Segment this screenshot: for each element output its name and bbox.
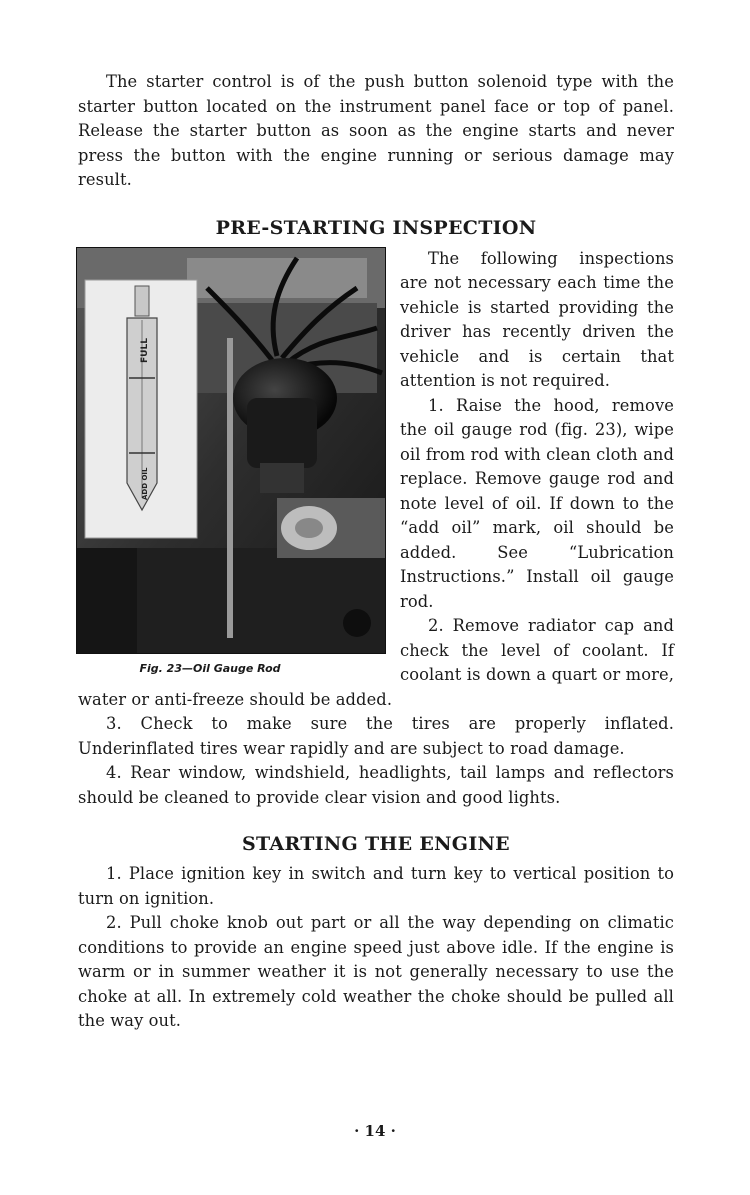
paragraph-inspection-2: 2. Remove radiator cap and check the level of coolant. If coolant is down a quart or more, water or anti-freeze should be added.: [78, 616, 674, 709]
paragraph-inspection-1: 1. Raise the hood, remove the oil gauge rod (fig. 23), wipe oil from rod with clean cloth and replace. Remove gauge rod and note level of oil. If down to the “add oil” mark, oil should be added. See “Lubrication Instructions.” Install oil gauge rod.: [400, 395, 674, 611]
page-number: · 14 ·: [354, 1122, 396, 1140]
pre-starting-section: [78, 247, 674, 811]
paragraph-inspection-3: 3. Check to make sure the tires are properly inflated. Underinflated tires wear rapidly and are subject to road damage.: [78, 714, 674, 758]
page-content: [78, 70, 674, 1034]
paragraph-inspection-intro: The following inspections are not necessary each time the vehicle is started providing the driver has recently driven the vehicle and is certain that attention is not required.: [400, 248, 674, 390]
figure-caption: Fig. 23—Oil Gauge Rod: [139, 661, 281, 675]
gauge-label-full: FULL: [140, 337, 150, 363]
engine-photo-illustration: [77, 248, 385, 653]
engine-photo: [76, 247, 386, 654]
paragraph-starting-1: 1. Place ignition key in switch and turn key to vertical position to turn on ignition.: [78, 864, 674, 908]
section-heading-starting-engine: STARTING THE ENGINE: [242, 833, 510, 855]
paragraph-starting-2: 2. Pull choke knob out part or all the way depending on climatic conditions to provide an engine speed just above idle. If the engine is warm or in summer weather it is not generally necessary to use the choke at all. In extremely cold weather the choke should be pulled all the way out.: [78, 913, 674, 1030]
intro-paragraph: The starter control is of the push button solenoid type with the starter button located on the instrument panel face or top of panel. Release the starter button as soon as the engine starts and never press the button with the engine running or serious damage may result.: [78, 72, 674, 189]
figure-oil-gauge-rod: [76, 247, 384, 675]
gauge-label-add-oil: ADD OIL: [141, 467, 149, 500]
paragraph-inspection-4: 4. Rear window, windshield, headlights, tail lamps and reflectors should be cleaned to provide clear vision and good lights.: [78, 763, 674, 807]
section-heading-pre-starting: PRE-STARTING INSPECTION: [215, 216, 537, 239]
